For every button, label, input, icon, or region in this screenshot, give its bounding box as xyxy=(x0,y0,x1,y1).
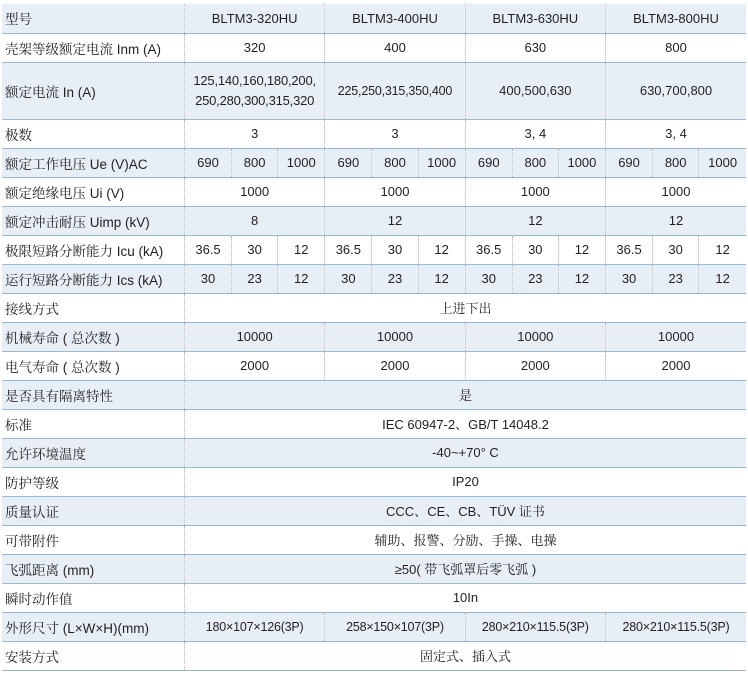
row-label: 质量认证 xyxy=(2,496,184,525)
cell-value: 12 xyxy=(699,235,746,264)
cell-value: 上进下出 xyxy=(184,293,746,322)
cell-value: 800 xyxy=(653,148,699,177)
row-label: 可带附件 xyxy=(2,525,184,554)
row-label: 极数 xyxy=(2,119,184,148)
cell-value: 800 xyxy=(232,148,278,177)
cell-value: 30 xyxy=(232,235,278,264)
cell-value: 3 xyxy=(184,119,324,148)
row-label: 外形尺寸 (L×W×H)(mm) xyxy=(2,612,184,641)
spec-table xyxy=(2,4,746,671)
cell-value: 690 xyxy=(465,148,512,177)
cell-value: 36.5 xyxy=(465,235,512,264)
cell-value: 23 xyxy=(372,264,418,293)
row-insulation-voltage xyxy=(2,177,746,206)
row-label: 接线方式 xyxy=(2,293,184,322)
row-label: 标准 xyxy=(2,409,184,438)
cell-value: 2000 xyxy=(184,351,324,380)
cell-value: 30 xyxy=(653,235,699,264)
cell-value: 1000 xyxy=(465,177,605,206)
row-dimensions xyxy=(2,612,746,641)
cell-value: 8 xyxy=(184,206,324,235)
cell-value: 30 xyxy=(512,235,558,264)
cell-value: IP20 xyxy=(184,467,746,496)
row-isolation xyxy=(2,380,746,409)
row-protection xyxy=(2,467,746,496)
cell-value: 12 xyxy=(278,235,325,264)
model-name: BLTM3-800HU xyxy=(606,4,747,33)
row-label: 是否具有隔离特性 xyxy=(2,380,184,409)
cell-value: 1000 xyxy=(278,148,325,177)
cell-value: 258×150×107(3P) xyxy=(325,612,465,641)
cell-value: 2000 xyxy=(465,351,605,380)
row-label: 额定绝缘电压 Ui (V) xyxy=(2,177,184,206)
row-label: 飞弧距离 (mm) xyxy=(2,554,184,583)
cell-value: CCC、CE、CB、TÜV 证书 xyxy=(184,496,746,525)
row-standard xyxy=(2,409,746,438)
cell-value: 10000 xyxy=(325,322,465,351)
cell-value: 23 xyxy=(512,264,558,293)
row-label: 型号 xyxy=(2,4,184,33)
row-arc-distance xyxy=(2,554,746,583)
model-name: BLTM3-320HU xyxy=(184,4,324,33)
cell-value: 10In xyxy=(184,583,746,612)
cell-value: 12 xyxy=(325,206,465,235)
row-temperature xyxy=(2,438,746,467)
cell-value: 12 xyxy=(418,264,465,293)
cell-value: IEC 60947-2、GB/T 14048.2 xyxy=(184,409,746,438)
cell-value: 2000 xyxy=(606,351,747,380)
row-label: 安装方式 xyxy=(2,641,184,670)
cell-value: 12 xyxy=(465,206,605,235)
row-mech-life xyxy=(2,322,746,351)
cell-value: 125,140,160,180,200, 250,280,300,315,320 xyxy=(184,62,324,119)
cell-value: 1000 xyxy=(325,177,465,206)
cell-value: 1000 xyxy=(699,148,746,177)
cell-value: 180×107×126(3P) xyxy=(184,612,324,641)
row-rated-voltage xyxy=(2,148,746,177)
cell-value: 30 xyxy=(325,264,372,293)
cell-value: 280×210×115.5(3P) xyxy=(465,612,605,641)
cell-value: 30 xyxy=(465,264,512,293)
row-label: 额定工作电压 Ue (V)AC xyxy=(2,148,184,177)
model-name: BLTM3-400HU xyxy=(325,4,465,33)
cell-value: 3, 4 xyxy=(465,119,605,148)
cell-value: 36.5 xyxy=(606,235,653,264)
model-name: BLTM3-630HU xyxy=(465,4,605,33)
cell-value: 400,500,630 xyxy=(465,62,605,119)
row-label: 电气寿命 ( 总次数 ) xyxy=(2,351,184,380)
row-label: 运行短路分断能力 Ics (kA) xyxy=(2,264,184,293)
cell-value: 12 xyxy=(699,264,746,293)
cell-value: 800 xyxy=(372,148,418,177)
row-instant-trip xyxy=(2,583,746,612)
cell-value: 36.5 xyxy=(184,235,231,264)
cell-value: 10000 xyxy=(184,322,324,351)
cell-value: 30 xyxy=(184,264,231,293)
cell-value: 是 xyxy=(184,380,746,409)
cell-value: 1000 xyxy=(558,148,605,177)
cell-value: 690 xyxy=(325,148,372,177)
cell-value: 3 xyxy=(325,119,465,148)
cell-value: 2000 xyxy=(325,351,465,380)
cell-value: 12 xyxy=(606,206,747,235)
cell-value: 800 xyxy=(512,148,558,177)
cell-value: 30 xyxy=(606,264,653,293)
cell-value: 10000 xyxy=(606,322,747,351)
cell-value: 23 xyxy=(232,264,278,293)
row-certification xyxy=(2,496,746,525)
cell-value: ≥50( 带飞弧罩后零飞弧 ) xyxy=(184,554,746,583)
cell-value: 30 xyxy=(372,235,418,264)
row-label: 防护等级 xyxy=(2,467,184,496)
row-ics xyxy=(2,264,746,293)
row-mounting xyxy=(2,641,746,670)
row-rated-current xyxy=(2,62,746,119)
row-label: 额定电流 In (A) xyxy=(2,62,184,119)
cell-value: 23 xyxy=(653,264,699,293)
row-model xyxy=(2,4,746,33)
cell-value: -40~+70° C xyxy=(184,438,746,467)
row-label: 极限短路分断能力 Icu (kA) xyxy=(2,235,184,264)
cell-value: 12 xyxy=(278,264,325,293)
cell-value: 1000 xyxy=(606,177,747,206)
row-frame-current xyxy=(2,33,746,62)
row-icu xyxy=(2,235,746,264)
cell-value: 固定式、插入式 xyxy=(184,641,746,670)
row-elec-life xyxy=(2,351,746,380)
cell-value: 225,250,315,350,400 xyxy=(325,62,465,119)
row-label: 瞬时动作值 xyxy=(2,583,184,612)
cell-value: 690 xyxy=(184,148,231,177)
cell-value: 690 xyxy=(606,148,653,177)
cell-value: 辅助、报警、分励、手操、电操 xyxy=(184,525,746,554)
row-impulse-voltage xyxy=(2,206,746,235)
cell-value: 630,700,800 xyxy=(606,62,747,119)
cell-value: 280×210×115.5(3P) xyxy=(606,612,747,641)
row-label: 机械寿命 ( 总次数 ) xyxy=(2,322,184,351)
cell-value: 12 xyxy=(418,235,465,264)
cell-value: 320 xyxy=(184,33,324,62)
row-poles xyxy=(2,119,746,148)
cell-value: 400 xyxy=(325,33,465,62)
cell-value: 10000 xyxy=(465,322,605,351)
row-wiring xyxy=(2,293,746,322)
cell-value: 3, 4 xyxy=(606,119,747,148)
row-label: 允许环境温度 xyxy=(2,438,184,467)
cell-value: 1000 xyxy=(184,177,324,206)
cell-value: 630 xyxy=(465,33,605,62)
cell-value: 1000 xyxy=(418,148,465,177)
cell-value: 12 xyxy=(558,264,605,293)
row-label: 壳架等级额定电流 Inm (A) xyxy=(2,33,184,62)
cell-value: 12 xyxy=(558,235,605,264)
row-label: 额定冲击耐压 Uimp (kV) xyxy=(2,206,184,235)
cell-value: 800 xyxy=(606,33,747,62)
row-accessories xyxy=(2,525,746,554)
cell-value: 36.5 xyxy=(325,235,372,264)
